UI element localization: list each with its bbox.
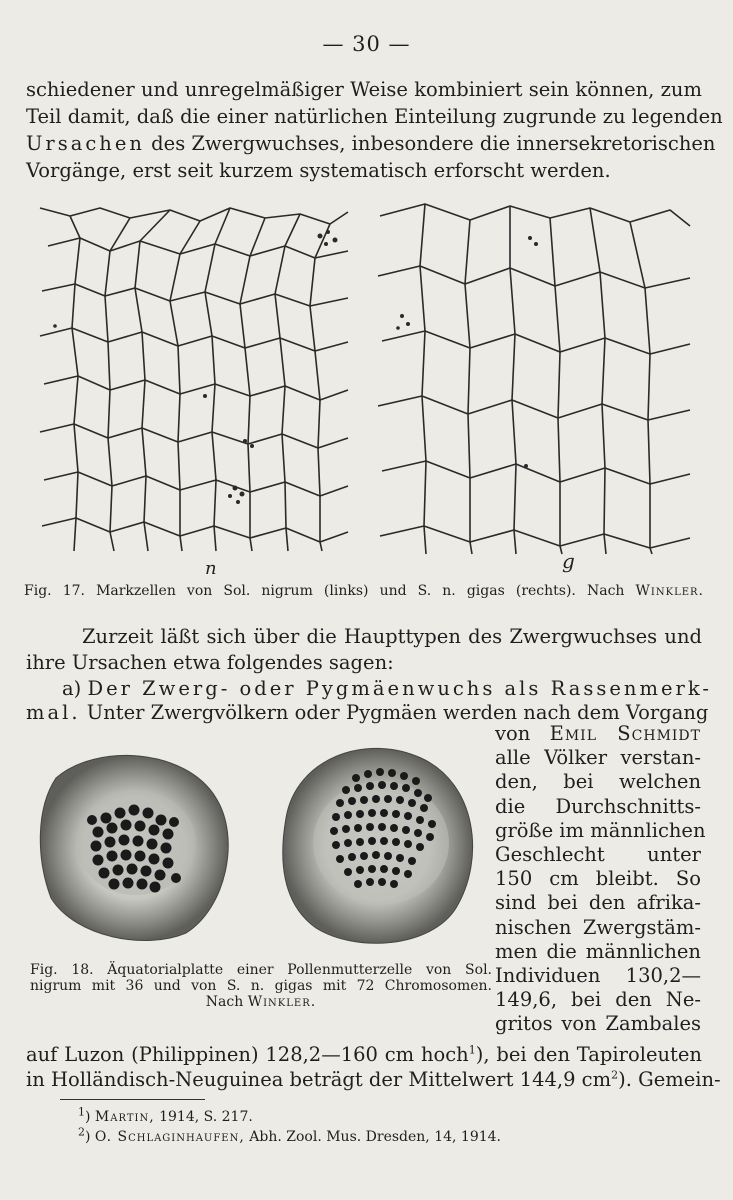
text-line: nischen Zwergstäm- xyxy=(495,915,701,939)
text-line xyxy=(495,722,701,746)
text-line: schiedener und unregelmäßiger Weise kombiniert sein können, zum xyxy=(26,78,702,101)
figure-17-caption xyxy=(24,582,704,600)
text-line xyxy=(26,1068,721,1092)
caption-line: nigrum mit 36 und von S. n. gigas mit 72 Chromosomen. xyxy=(30,978,492,994)
text-line: sind bei den afrika- xyxy=(495,891,701,915)
author-name: Emil Schmidt xyxy=(549,722,701,745)
page-number: — 30 — xyxy=(322,32,411,56)
text-line: 150 cm bleibt. So xyxy=(495,867,701,891)
text-line xyxy=(62,677,712,701)
text-line: ihre Ursachen etwa folgendes sagen: xyxy=(26,651,394,674)
text-run: ). Gemein- xyxy=(618,1068,721,1091)
text-line: gritos von Zambales xyxy=(495,1012,701,1036)
text-line xyxy=(26,1043,702,1067)
text-run: auf Luzon (Philippinen) 128,2—160 cm hoch xyxy=(26,1043,469,1066)
cells-right xyxy=(378,204,690,554)
list-marker: a) xyxy=(62,677,88,700)
text-run: von xyxy=(495,722,550,745)
text-line: Vorgänge, erst seit kurzem systematisch erforscht werden. xyxy=(26,159,611,182)
caption-line xyxy=(30,994,492,1010)
caption-author: Winkler. xyxy=(247,994,317,1010)
figure-17-cell-drawing xyxy=(30,196,700,578)
caption-line: Fig. 18. Äquatorialplatte einer Pollenmutterzelle von Sol. xyxy=(30,962,492,978)
spaced-term: Ursachen xyxy=(26,132,145,155)
footnote: $^2$) O. Schlaginhaufen, Abh. Zool. Mus. Dresden, 14, 1914. xyxy=(78,1125,501,1145)
caption-text: Markzellen von Sol. nigrum (links) und S. n. gigas (rechts). Nach xyxy=(96,583,625,599)
text-line: Geschlecht unter xyxy=(495,843,701,867)
figure-17-label-left: n xyxy=(205,558,217,578)
caption-author: Winkler. xyxy=(635,583,705,599)
footnote-text: 1914, S. 217. xyxy=(154,1109,253,1125)
cells-left xyxy=(40,208,348,551)
side-column-text xyxy=(495,722,706,1037)
text-run: Unter Zwergvölkern oder Pygmäen werden nach dem Vorgang xyxy=(80,701,709,724)
text-line: Zurzeit läßt sich über die Haupttypen des Zwergwuchses und xyxy=(82,625,702,648)
text-run: des Zwergwuchses, inbesondere die innersekretorischen xyxy=(144,132,716,155)
text-run: ), bei den Tapiroleuten xyxy=(475,1043,702,1066)
footnote: $^1$) Martin, 1914, S. 217. xyxy=(78,1105,253,1125)
text-line: die Durchschnitts- xyxy=(495,794,701,818)
text-line: Individuen 130,2— xyxy=(495,964,701,988)
text-line: größe im männlichen xyxy=(495,818,706,842)
figure-18 xyxy=(36,738,486,948)
caption-prefix: Fig. 17. xyxy=(24,583,85,599)
figure-18-pollen-drawing xyxy=(36,738,486,948)
text-line xyxy=(26,130,716,157)
footnote-mark: 1 xyxy=(78,1105,85,1119)
footnote-text: Abh. Zool. Mus. Dresden, 14, 1914. xyxy=(244,1129,501,1145)
footnote-author: Martin, xyxy=(94,1109,155,1125)
text-line: men die männlichen xyxy=(495,939,701,963)
paragraph-intro xyxy=(26,76,723,184)
footnote-ref: 1 xyxy=(468,1043,476,1057)
figure-18-caption xyxy=(30,962,492,1010)
text-line: Teil damit, daß die einer natürlichen Einteilung zugrunde zu legenden xyxy=(26,105,723,128)
spaced-term: mal. xyxy=(26,701,81,724)
footnote-ref: 2 xyxy=(611,1068,619,1082)
footnote-author: O. Schlaginhaufen, xyxy=(94,1129,245,1145)
text-line: 149,6, bei den Ne- xyxy=(495,988,701,1012)
caption-text: Nach xyxy=(205,994,248,1010)
figure-17-label-right: g xyxy=(562,549,575,573)
text-line: den, bei welchen xyxy=(495,770,701,794)
cell-granules-left xyxy=(53,230,337,504)
text-line: alle Völker verstan- xyxy=(495,746,701,770)
footnote-rule xyxy=(60,1099,205,1100)
spaced-term: Der Zwerg- oder Pygmäenwuchs als Rassenmerk- xyxy=(87,677,712,700)
text-run: in Holländisch-Neuguinea beträgt der Mittelwert 144,9 cm xyxy=(26,1068,612,1091)
figure-17 xyxy=(30,196,700,578)
footnote-mark: 2 xyxy=(78,1125,85,1139)
